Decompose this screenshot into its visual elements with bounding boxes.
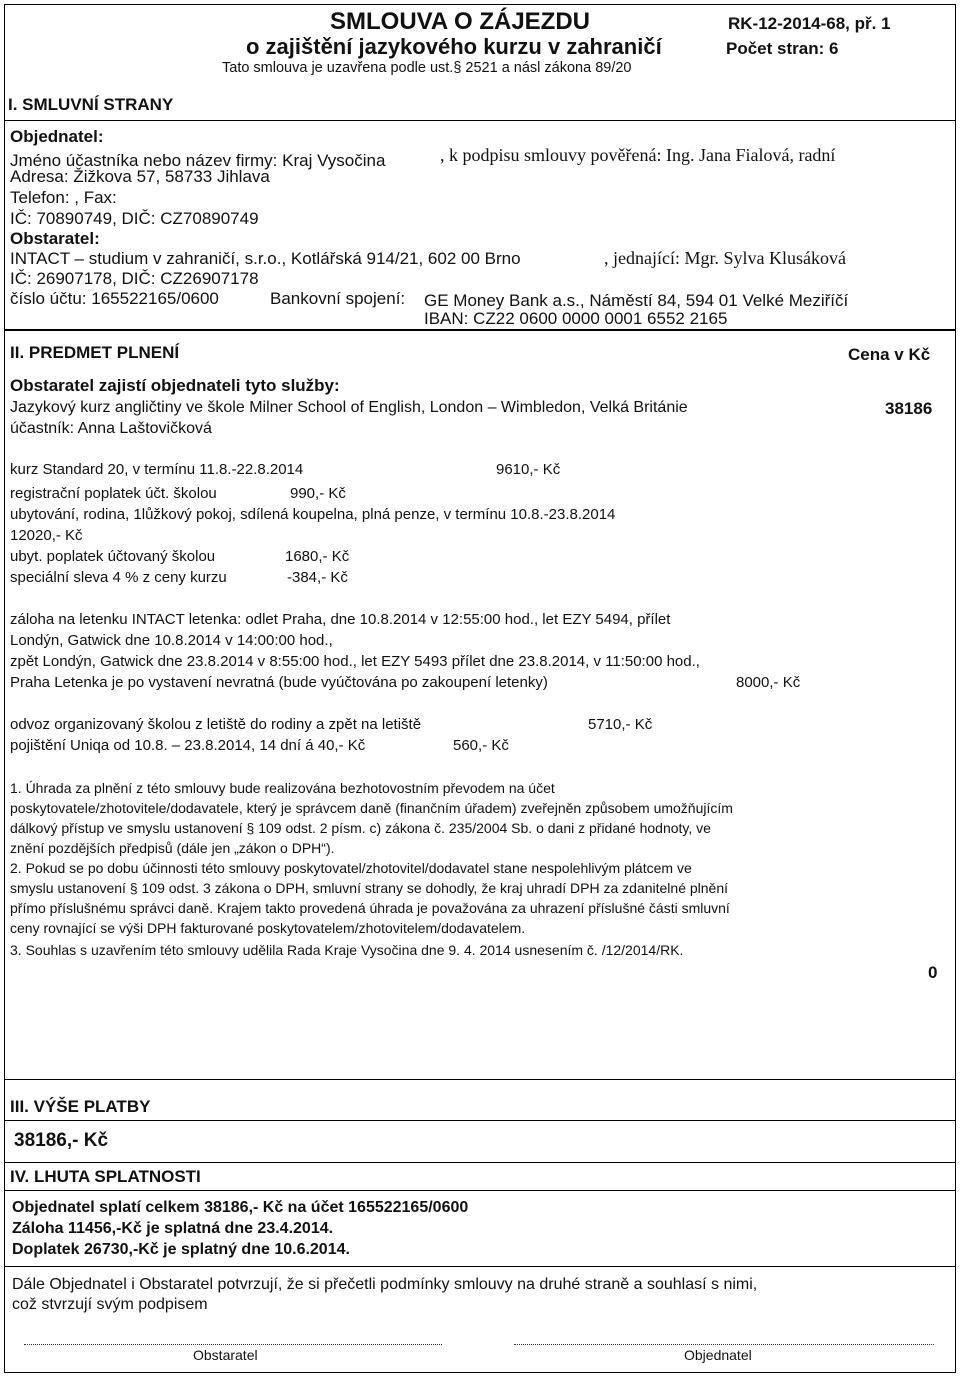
contract-title: SMLOUVA O ZÁJEZDU — [330, 8, 591, 35]
price-column-header: Cena v Kč — [848, 345, 931, 364]
client-address: Adresa: Žižkova 57, 58733 Jihlava — [10, 167, 270, 186]
transfer-text: odvoz organizovaný školou z letiště do rodiny a zpět na letiště — [10, 716, 422, 733]
item-course-amount: 9610,- Kč — [496, 461, 561, 478]
insurance-text: pojištění Uniqa od 10.8. – 23.8.2014, 14 dní á 40,- Kč — [10, 737, 366, 754]
client-ids: IČ: 70890749, DIČ: CZ70890749 — [10, 209, 259, 228]
client-name: Jméno účastníka nebo název firmy: Kraj Vysočina — [10, 151, 386, 170]
section4-heading: IV. LHUTA SPLATNOSTI — [10, 1167, 201, 1186]
item-discount-amount: -384,- Kč — [287, 569, 348, 586]
statement-line-2: což stvrzují svým podpisem — [12, 1296, 208, 1313]
due-line-3: Doplatek 26730,-Kč je splatný dne 10.6.2014. — [12, 1241, 350, 1258]
clause-line-8: ceny rovnající se výši DPH fakturované poskytovatelem/zhotovitelem/dodavatelem. — [10, 920, 526, 936]
transfer-amount: 5710,- Kč — [588, 716, 653, 733]
client-label: Objednatel: — [10, 127, 104, 146]
section4-rule — [4, 1190, 956, 1191]
provider-signer: , jednající: Mgr. Sylva Klusáková — [604, 248, 846, 268]
services-intro: Obstaratel zajistí objednateli tyto služby: — [10, 376, 340, 395]
client-signature-line — [514, 1344, 934, 1345]
section3-bottom-rule — [4, 1162, 956, 1163]
item-accommodation-text: ubytování, rodina, 1lůžkový pokoj, sdílená koupelna, plná penze, v termínu 10.8.-23.8.2014 — [10, 506, 616, 523]
section3-rule — [4, 1120, 956, 1121]
section2-heading: II. PREDMET PLNENÍ — [10, 343, 180, 362]
flight-line-2: Londýn, Gatwick dne 10.8.2014 v 14:00:00 hod., — [10, 632, 333, 649]
item-accommodation-amount: 12020,- Kč — [10, 527, 83, 544]
flight-line-1: záloha na letenku INTACT letenka: odlet Praha, dne 10.8.2014 v 12:55:00 hod., let EZY 5494, přílet — [10, 611, 671, 628]
flight-amount: 8000,- Kč — [736, 674, 801, 691]
clause-line-4: znění pozdějších předpisů (dále jen „zákon o DPH“). — [10, 840, 335, 856]
flight-line-4: Praha Letenka je po vystavení nevratná (bude vyúčtována po zakoupení letenky) — [10, 674, 548, 691]
account-number: číslo účtu: 165522165/0600 — [10, 289, 219, 308]
contract-legal-note: Tato smlouva je uzavřena podle ust.§ 2521 a násl zákona 89/20 — [222, 61, 632, 76]
provider-ids: IČ: 26907178, DIČ: CZ26907178 — [10, 269, 259, 288]
course-description: Jazykový kurz angličtiny ve škole Milner School of English, London – Wimbledon, Velká Británie — [10, 399, 688, 416]
section3-heading: III. VÝŠE PLATBY — [10, 1097, 151, 1116]
clause-line-1: 1. Úhrada za plnění z této smlouvy bude realizována bezhotovostním převodem na účet — [10, 780, 555, 796]
clause-line-7: přímo příslušnému správci daně. Krajem takto provedená úhrada je považována za uhrazení příslušné části smluvní — [10, 900, 730, 916]
page-count: Počet stran: 6 — [726, 39, 839, 58]
item-accommodation-fee-amount: 1680,- Kč — [285, 548, 350, 565]
client-signer: , k podpisu smlouvy pověřená: Ing. Jana Fialová, radní — [440, 145, 836, 165]
clause-line-6: smyslu ustanovení § 109 odst. 3 zákona o DPH, smluvní strany se dohodly, že kraj uhradí DPH za zdanitelné plnění — [10, 880, 729, 896]
item-registration-amount: 990,- Kč — [290, 485, 346, 502]
participant: účastník: Anna Laštovičková — [10, 420, 212, 437]
insurance-amount: 560,- Kč — [453, 737, 509, 754]
item-discount-text: speciální sleva 4 % z ceny kurzu — [10, 569, 227, 586]
item-accommodation-fee-text: ubyt. poplatek účtovaný školou — [10, 548, 216, 565]
bank-name: GE Money Bank a.s., Náměstí 84, 594 01 Velké Meziříčí — [424, 291, 849, 310]
due-line-2: Záloha 11456,-Kč je splatná dne 23.4.2014. — [12, 1220, 334, 1237]
subject-frame — [4, 330, 956, 1080]
section4-bottom-rule — [4, 1266, 956, 1267]
trailing-value: 0 — [928, 963, 938, 982]
clause-line-3: dálkový přístup ve smyslu ustanovení § 109 odst. 2 písm. c) zákona č. 235/2004 Sb. o dani z přidané hodnoty, ve — [10, 820, 711, 836]
reference-number: RK-12-2014-68, př. 1 — [728, 14, 891, 33]
section1-heading: I. SMLUVNÍ STRANY — [8, 95, 174, 114]
item-course-text: kurz Standard 20, v termínu 11.8.-22.8.2014 — [10, 461, 304, 478]
contract-subtitle: o zajištění jazykového kurzu v zahraničí — [246, 34, 662, 59]
statement-line-1: Dále Objednatel i Obstaratel potvrzují, že si přečetli podmínky smlouvy na druhé straně a souhlasí s nimi, — [12, 1276, 758, 1293]
client-signature-label: Objednatel — [684, 1347, 752, 1363]
clause-line-9: 3. Souhlas s uzavřením této smlouvy udělila Rada Kraje Vysočina dne 9. 4. 2014 usnesením č. /12/2014/RK. — [10, 942, 684, 958]
client-phone: Telefon: , Fax: — [10, 188, 117, 207]
payment-amount: 38186,- Kč — [14, 1130, 109, 1151]
provider-label: Obstaratel: — [10, 229, 100, 248]
bank-label: Bankovní spojení: — [270, 289, 406, 308]
provider-name: INTACT – studium v zahraničí, s.r.o., Kotlářská 914/21, 602 00 Brno — [10, 249, 521, 268]
clause-line-5: 2. Pokud se po dobu účinnosti této smlouvy poskytovatel/zhotovitel/dodavatel stane nespolehlivým plátcem ve — [10, 860, 692, 876]
flight-line-3: zpět Londýn, Gatwick dne 23.8.2014 v 8:55:00 hod., let EZY 5493 přílet dne 23.8.2014, v 11:50:00 hod., — [10, 653, 700, 670]
item-registration-text: registrační poplatek účt. školou — [10, 485, 217, 502]
provider-signature-label: Obstaratel — [193, 1347, 258, 1363]
iban: IBAN: CZ22 0600 0000 0001 6552 2165 — [424, 309, 728, 328]
provider-signature-line — [24, 1344, 442, 1345]
course-price: 38186 — [885, 399, 933, 418]
clause-line-2: poskytovatele/zhotovitele/dodavatele, který je správcem daně (finančním úřadem) zveřejněn způsobem umožňujícím — [10, 800, 733, 816]
due-line-1: Objednatel splatí celkem 38186,- Kč na účet 165522165/0600 — [12, 1199, 469, 1216]
